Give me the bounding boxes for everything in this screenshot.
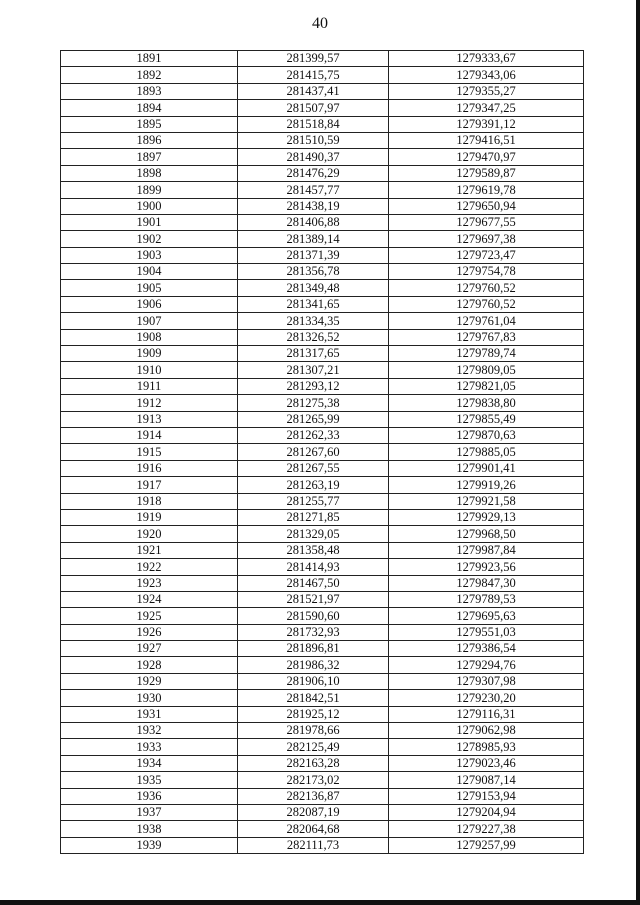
point-number-cell: 1900 xyxy=(61,198,238,214)
table-row xyxy=(61,772,584,788)
table-row xyxy=(61,804,584,820)
table-row xyxy=(61,149,584,165)
table-row xyxy=(61,690,584,706)
point-number-cell: 1915 xyxy=(61,444,238,460)
x-coordinate-cell: 281255,77 xyxy=(238,493,389,509)
x-coordinate-cell: 281415,75 xyxy=(238,67,389,83)
x-coordinate-cell: 281457,77 xyxy=(238,182,389,198)
point-number-cell: 1917 xyxy=(61,477,238,493)
coordinates-table-body xyxy=(61,51,584,854)
point-number-cell: 1935 xyxy=(61,772,238,788)
table-row xyxy=(61,444,584,460)
x-coordinate-cell: 281476,29 xyxy=(238,165,389,181)
y-coordinate-cell: 1279116,31 xyxy=(389,706,584,722)
y-coordinate-cell: 1279919,26 xyxy=(389,477,584,493)
point-number-cell: 1926 xyxy=(61,624,238,640)
x-coordinate-cell: 281414,93 xyxy=(238,559,389,575)
point-number-cell: 1905 xyxy=(61,280,238,296)
point-number-cell: 1899 xyxy=(61,182,238,198)
point-number-cell: 1919 xyxy=(61,509,238,525)
x-coordinate-cell: 282125,49 xyxy=(238,739,389,755)
y-coordinate-cell: 1279355,27 xyxy=(389,83,584,99)
point-number-cell: 1908 xyxy=(61,329,238,345)
point-number-cell: 1894 xyxy=(61,100,238,116)
point-number-cell: 1906 xyxy=(61,296,238,312)
table-row xyxy=(61,362,584,378)
y-coordinate-cell: 1279677,55 xyxy=(389,214,584,230)
y-coordinate-cell: 1279470,97 xyxy=(389,149,584,165)
point-number-cell: 1910 xyxy=(61,362,238,378)
x-coordinate-cell: 281978,66 xyxy=(238,723,389,739)
table-row xyxy=(61,477,584,493)
point-number-cell: 1929 xyxy=(61,673,238,689)
point-number-cell: 1898 xyxy=(61,165,238,181)
table-row xyxy=(61,264,584,280)
table-row xyxy=(61,296,584,312)
y-coordinate-cell: 1279062,98 xyxy=(389,723,584,739)
x-coordinate-cell: 281732,93 xyxy=(238,624,389,640)
y-coordinate-cell: 1279821,05 xyxy=(389,378,584,394)
x-coordinate-cell: 281334,35 xyxy=(238,313,389,329)
table-row xyxy=(61,575,584,591)
table-row xyxy=(61,83,584,99)
y-coordinate-cell: 1279347,25 xyxy=(389,100,584,116)
x-coordinate-cell: 281437,41 xyxy=(238,83,389,99)
y-coordinate-cell: 1279257,99 xyxy=(389,837,584,853)
x-coordinate-cell: 281341,65 xyxy=(238,296,389,312)
x-coordinate-cell: 281329,05 xyxy=(238,526,389,542)
point-number-cell: 1930 xyxy=(61,690,238,706)
y-coordinate-cell: 1278985,93 xyxy=(389,739,584,755)
x-coordinate-cell: 281406,88 xyxy=(238,214,389,230)
y-coordinate-cell: 1279870,63 xyxy=(389,427,584,443)
x-coordinate-cell: 281326,52 xyxy=(238,329,389,345)
y-coordinate-cell: 1279987,84 xyxy=(389,542,584,558)
x-coordinate-cell: 281371,39 xyxy=(238,247,389,263)
table-row xyxy=(61,198,584,214)
y-coordinate-cell: 1279767,83 xyxy=(389,329,584,345)
point-number-cell: 1907 xyxy=(61,313,238,329)
point-number-cell: 1891 xyxy=(61,51,238,67)
x-coordinate-cell: 281925,12 xyxy=(238,706,389,722)
point-number-cell: 1902 xyxy=(61,231,238,247)
table-row xyxy=(61,247,584,263)
table-row xyxy=(61,116,584,132)
table-row xyxy=(61,427,584,443)
table-row xyxy=(61,624,584,640)
x-coordinate-cell: 281358,48 xyxy=(238,542,389,558)
y-coordinate-cell: 1279391,12 xyxy=(389,116,584,132)
table-row xyxy=(61,67,584,83)
x-coordinate-cell: 281518,84 xyxy=(238,116,389,132)
point-number-cell: 1904 xyxy=(61,264,238,280)
y-coordinate-cell: 1279929,13 xyxy=(389,509,584,525)
y-coordinate-cell: 1279087,14 xyxy=(389,772,584,788)
table-row xyxy=(61,378,584,394)
point-number-cell: 1897 xyxy=(61,149,238,165)
point-number-cell: 1934 xyxy=(61,755,238,771)
y-coordinate-cell: 1279230,20 xyxy=(389,690,584,706)
table-row xyxy=(61,641,584,657)
point-number-cell: 1911 xyxy=(61,378,238,394)
table-row xyxy=(61,542,584,558)
x-coordinate-cell: 281293,12 xyxy=(238,378,389,394)
y-coordinate-cell: 1279023,46 xyxy=(389,755,584,771)
x-coordinate-cell: 281307,21 xyxy=(238,362,389,378)
coordinates-table xyxy=(60,50,584,854)
table-row xyxy=(61,509,584,525)
point-number-cell: 1909 xyxy=(61,346,238,362)
point-number-cell: 1928 xyxy=(61,657,238,673)
table-row xyxy=(61,739,584,755)
x-coordinate-cell: 281507,97 xyxy=(238,100,389,116)
point-number-cell: 1933 xyxy=(61,739,238,755)
y-coordinate-cell: 1279227,38 xyxy=(389,821,584,837)
table-row xyxy=(61,182,584,198)
y-coordinate-cell: 1279333,67 xyxy=(389,51,584,67)
y-coordinate-cell: 1279697,38 xyxy=(389,231,584,247)
table-row xyxy=(61,346,584,362)
table-row xyxy=(61,493,584,509)
x-coordinate-cell: 281467,50 xyxy=(238,575,389,591)
y-coordinate-cell: 1279789,74 xyxy=(389,346,584,362)
table-row xyxy=(61,723,584,739)
y-coordinate-cell: 1279754,78 xyxy=(389,264,584,280)
y-coordinate-cell: 1279921,58 xyxy=(389,493,584,509)
x-coordinate-cell: 281490,37 xyxy=(238,149,389,165)
x-coordinate-cell: 281906,10 xyxy=(238,673,389,689)
x-coordinate-cell: 281267,55 xyxy=(238,460,389,476)
x-coordinate-cell: 282136,87 xyxy=(238,788,389,804)
y-coordinate-cell: 1279847,30 xyxy=(389,575,584,591)
point-number-cell: 1912 xyxy=(61,395,238,411)
y-coordinate-cell: 1279760,52 xyxy=(389,296,584,312)
x-coordinate-cell: 281271,85 xyxy=(238,509,389,525)
scan-right-edge xyxy=(636,0,640,905)
x-coordinate-cell: 282064,68 xyxy=(238,821,389,837)
y-coordinate-cell: 1279760,52 xyxy=(389,280,584,296)
x-coordinate-cell: 281349,48 xyxy=(238,280,389,296)
y-coordinate-cell: 1279619,78 xyxy=(389,182,584,198)
point-number-cell: 1936 xyxy=(61,788,238,804)
point-number-cell: 1927 xyxy=(61,641,238,657)
table-row xyxy=(61,329,584,345)
point-number-cell: 1893 xyxy=(61,83,238,99)
x-coordinate-cell: 281896,81 xyxy=(238,641,389,657)
point-number-cell: 1924 xyxy=(61,591,238,607)
y-coordinate-cell: 1279386,54 xyxy=(389,641,584,657)
table-row xyxy=(61,559,584,575)
table-row xyxy=(61,51,584,67)
x-coordinate-cell: 281263,19 xyxy=(238,477,389,493)
point-number-cell: 1932 xyxy=(61,723,238,739)
y-coordinate-cell: 1279968,50 xyxy=(389,526,584,542)
table-row xyxy=(61,100,584,116)
page-number: 40 xyxy=(312,15,328,32)
point-number-cell: 1923 xyxy=(61,575,238,591)
y-coordinate-cell: 1279838,80 xyxy=(389,395,584,411)
x-coordinate-cell: 282087,19 xyxy=(238,804,389,820)
y-coordinate-cell: 1279343,06 xyxy=(389,67,584,83)
x-coordinate-cell: 281267,60 xyxy=(238,444,389,460)
x-coordinate-cell: 281521,97 xyxy=(238,591,389,607)
x-coordinate-cell: 281262,33 xyxy=(238,427,389,443)
y-coordinate-cell: 1279589,87 xyxy=(389,165,584,181)
x-coordinate-cell: 281389,14 xyxy=(238,231,389,247)
table-row xyxy=(61,591,584,607)
y-coordinate-cell: 1279204,94 xyxy=(389,804,584,820)
x-coordinate-cell: 282173,02 xyxy=(238,772,389,788)
point-number-cell: 1925 xyxy=(61,608,238,624)
x-coordinate-cell: 281356,78 xyxy=(238,264,389,280)
point-number-cell: 1920 xyxy=(61,526,238,542)
x-coordinate-cell: 281438,19 xyxy=(238,198,389,214)
point-number-cell: 1938 xyxy=(61,821,238,837)
x-coordinate-cell: 281399,57 xyxy=(238,51,389,67)
y-coordinate-cell: 1279855,49 xyxy=(389,411,584,427)
y-coordinate-cell: 1279153,94 xyxy=(389,788,584,804)
point-number-cell: 1918 xyxy=(61,493,238,509)
point-number-cell: 1895 xyxy=(61,116,238,132)
table-row xyxy=(61,837,584,853)
table-row xyxy=(61,395,584,411)
point-number-cell: 1896 xyxy=(61,132,238,148)
point-number-cell: 1939 xyxy=(61,837,238,853)
y-coordinate-cell: 1279789,53 xyxy=(389,591,584,607)
table-row xyxy=(61,706,584,722)
point-number-cell: 1914 xyxy=(61,427,238,443)
point-number-cell: 1901 xyxy=(61,214,238,230)
y-coordinate-cell: 1279307,98 xyxy=(389,673,584,689)
point-number-cell: 1937 xyxy=(61,804,238,820)
y-coordinate-cell: 1279809,05 xyxy=(389,362,584,378)
x-coordinate-cell: 281986,32 xyxy=(238,657,389,673)
y-coordinate-cell: 1279901,41 xyxy=(389,460,584,476)
table-row xyxy=(61,526,584,542)
point-number-cell: 1903 xyxy=(61,247,238,263)
y-coordinate-cell: 1279294,76 xyxy=(389,657,584,673)
scan-bottom-edge xyxy=(0,900,640,905)
y-coordinate-cell: 1279650,94 xyxy=(389,198,584,214)
point-number-cell: 1921 xyxy=(61,542,238,558)
point-number-cell: 1931 xyxy=(61,706,238,722)
table-row xyxy=(61,214,584,230)
point-number-cell: 1922 xyxy=(61,559,238,575)
x-coordinate-cell: 282111,73 xyxy=(238,837,389,853)
y-coordinate-cell: 1279723,47 xyxy=(389,247,584,263)
x-coordinate-cell: 281590,60 xyxy=(238,608,389,624)
table-row xyxy=(61,821,584,837)
x-coordinate-cell: 281275,38 xyxy=(238,395,389,411)
table-row xyxy=(61,132,584,148)
table-row xyxy=(61,411,584,427)
x-coordinate-cell: 281317,65 xyxy=(238,346,389,362)
x-coordinate-cell: 282163,28 xyxy=(238,755,389,771)
x-coordinate-cell: 281265,99 xyxy=(238,411,389,427)
x-coordinate-cell: 281510,59 xyxy=(238,132,389,148)
x-coordinate-cell: 281842,51 xyxy=(238,690,389,706)
y-coordinate-cell: 1279885,05 xyxy=(389,444,584,460)
table-row xyxy=(61,608,584,624)
y-coordinate-cell: 1279761,04 xyxy=(389,313,584,329)
table-row xyxy=(61,165,584,181)
table-row xyxy=(61,673,584,689)
table-row xyxy=(61,231,584,247)
y-coordinate-cell: 1279551,03 xyxy=(389,624,584,640)
y-coordinate-cell: 1279923,56 xyxy=(389,559,584,575)
y-coordinate-cell: 1279695,63 xyxy=(389,608,584,624)
point-number-cell: 1913 xyxy=(61,411,238,427)
point-number-cell: 1892 xyxy=(61,67,238,83)
y-coordinate-cell: 1279416,51 xyxy=(389,132,584,148)
table-row xyxy=(61,280,584,296)
point-number-cell: 1916 xyxy=(61,460,238,476)
table-row xyxy=(61,788,584,804)
table-row xyxy=(61,460,584,476)
table-row xyxy=(61,755,584,771)
table-row xyxy=(61,313,584,329)
table-row xyxy=(61,657,584,673)
